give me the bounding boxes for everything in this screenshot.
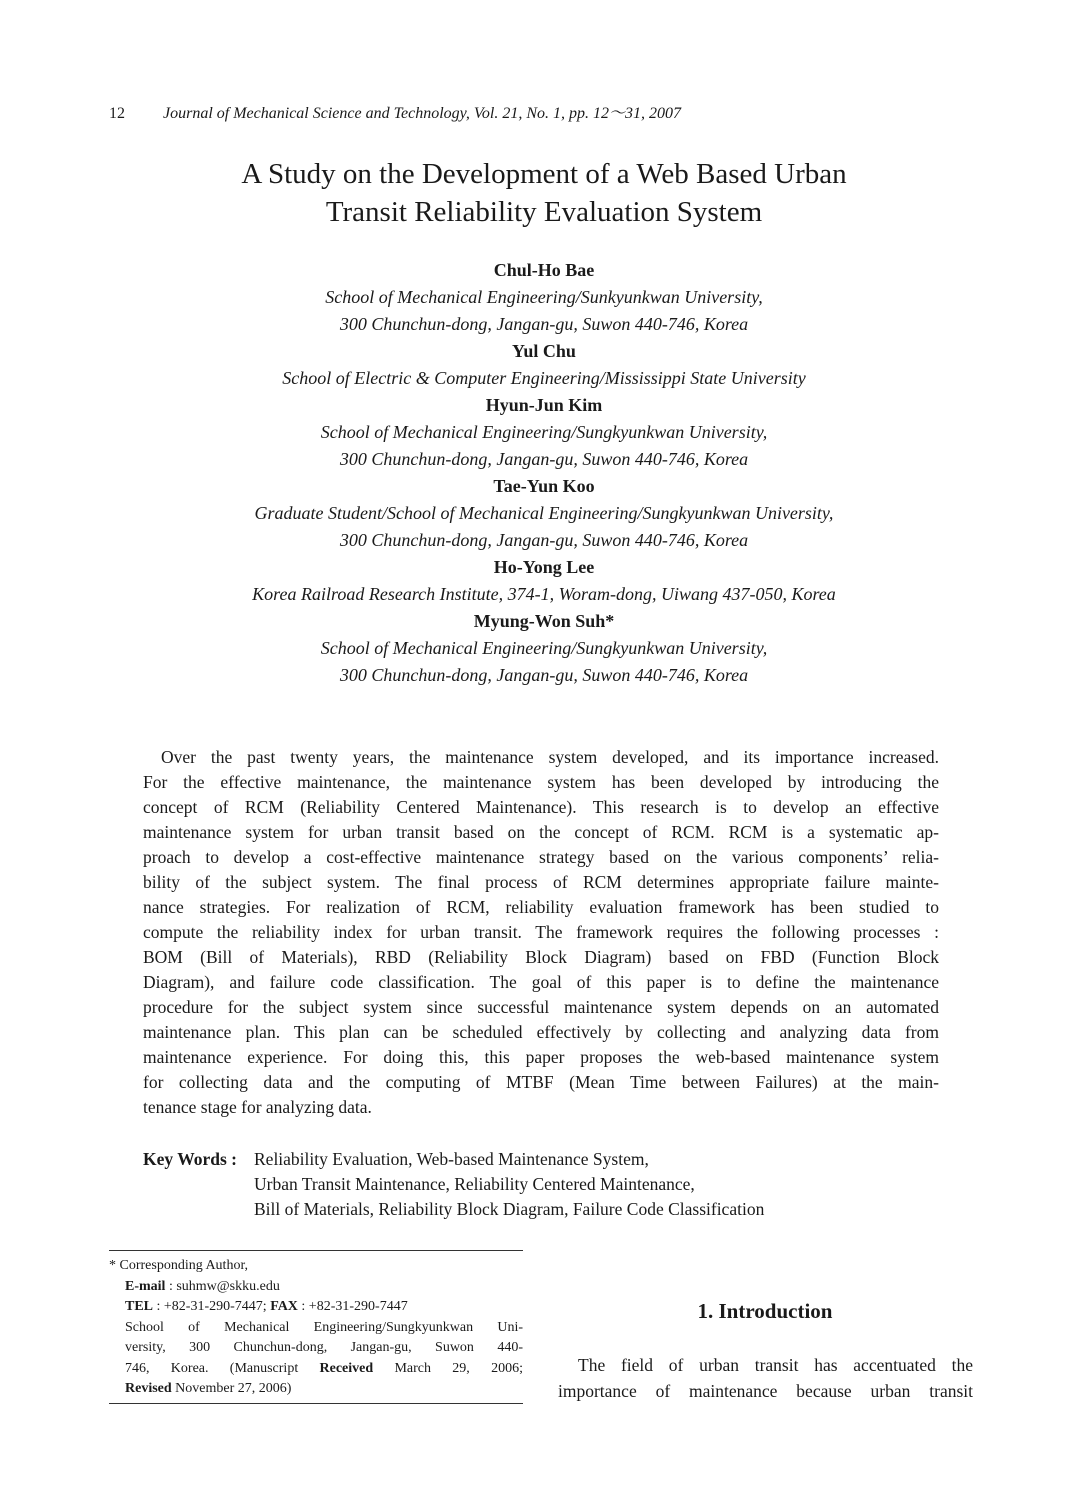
body-line: importance of maintenance because urban transit (558, 1381, 973, 1401)
author-name: Yul Chu (512, 341, 576, 361)
address-line: versity, 300 Chunchun-dong, Jangan-gu, Suwon 440- (125, 1340, 523, 1355)
author-affiliation: School of Mechanical Engineering/Sunkyunkwan University, (325, 287, 763, 307)
title-line: A Study on the Development of a Web Based Urban (241, 158, 847, 190)
abstract-line: Over the past twenty years, the maintenance system developed, and its importance increased. (161, 747, 939, 767)
received-label: Received (319, 1360, 374, 1376)
title-line: Transit Reliability Evaluation System (325, 196, 763, 228)
keywords-label: Key Words : (143, 1149, 237, 1169)
author-affiliation: 300 Chunchun-dong, Jangan-gu, Suwon 440-746, Korea (339, 665, 749, 685)
corresponding-author-footnote (109, 1250, 523, 1404)
abstract-line: bility of the subject system. The final process of RCM determines appropriate failure mainte- (143, 872, 939, 892)
author-affiliation: School of Electric & Computer Engineering/Mississippi State University (282, 368, 806, 388)
email-line (109, 1277, 523, 1298)
phone-line (109, 1297, 523, 1318)
keywords-line: Reliability Evaluation, Web-based Maintenance System, (254, 1149, 649, 1169)
journal-info: Journal of Mechanical Science and Technology, Vol. 21, No. 1, pp. 12～31, 2007 (163, 105, 682, 122)
author-name: Tae-Yun Koo (493, 476, 595, 496)
tel-label: TEL (125, 1299, 154, 1314)
received-line (109, 1359, 523, 1380)
author-affiliation: School of Mechanical Engineering/Sungkyunkwan University, (320, 638, 768, 658)
paper-title (109, 155, 979, 231)
introduction-text (558, 1352, 973, 1404)
fax-label: FAX (270, 1299, 298, 1314)
author-name: Hyun-Jun Kim (485, 395, 603, 415)
author-block (109, 257, 979, 689)
corresponding-note: * Corresponding Author, (109, 1258, 249, 1273)
abstract-line: compute the reliability index for urban transit. The framework requires the following processes : (143, 922, 939, 942)
abstract (143, 745, 939, 1120)
author-affiliation: Graduate Student/School of Mechanical Engineering/Sungkyunkwan University, (254, 503, 834, 523)
revised-date: November 27, 2006) (171, 1381, 292, 1396)
abstract-line: For the effective maintenance, the maintenance system has been developed by introducing the (143, 772, 939, 792)
abstract-line: maintenance system for urban transit based on the concept of RCM. RCM is a systematic ap- (143, 822, 939, 842)
abstract-line: Diagram), and failure code classification. The goal of this paper is to define the maintenance (143, 972, 939, 992)
abstract-line: maintenance experience. For doing this, this paper proposes the web-based maintenance system (143, 1047, 939, 1067)
revised-label: Revised (125, 1381, 172, 1396)
author-affiliation: 300 Chunchun-dong, Jangan-gu, Suwon 440-746, Korea (339, 449, 749, 469)
body-line: The field of urban transit has accentuated the (578, 1355, 973, 1375)
author-name: Chul-Ho Bae (493, 260, 595, 280)
tel-value: : +82-31-290-7447; (153, 1299, 271, 1314)
keywords-list (254, 1147, 764, 1222)
abstract-line: nance strategies. For realization of RCM, reliability evaluation framework has been studied to (143, 897, 939, 917)
author-affiliation: School of Mechanical Engineering/Sungkyunkwan University, (320, 422, 768, 442)
abstract-line: proach to develop a cost-effective maintenance strategy based on the various components’ relia- (143, 847, 939, 867)
author-name: Ho-Yong Lee (493, 557, 595, 577)
email-value: : suhmw@skku.edu (165, 1278, 280, 1294)
keywords-line: Urban Transit Maintenance, Reliability Centered Maintenance, (254, 1174, 695, 1194)
address-line: School of Mechanical Engineering/Sungkyunkwan Uni- (125, 1319, 523, 1335)
author-affiliation: Korea Railroad Research Institute, 374-1, Woram-dong, Uiwang 437-050, Korea (252, 584, 836, 604)
email-label: E-mail (125, 1278, 166, 1294)
received-date: March 29, 2006; (373, 1360, 523, 1376)
page-number: 12 (109, 105, 125, 122)
abstract-line: for collecting data and the computing of MTBF (Mean Time between Failures) at the main- (143, 1072, 939, 1092)
author-affiliation: 300 Chunchun-dong, Jangan-gu, Suwon 440-746, Korea (339, 314, 749, 334)
author-affiliation: 300 Chunchun-dong, Jangan-gu, Suwon 440-746, Korea (339, 530, 749, 550)
fax-value: : +82-31-290-7447 (297, 1299, 408, 1314)
keywords-line: Bill of Materials, Reliability Block Diagram, Failure Code Classification (254, 1199, 765, 1219)
abstract-line: tenance stage for analyzing data. (143, 1097, 372, 1117)
abstract-line: BOM (Bill of Materials), RBD (Reliability Block Diagram) based on FBD (Function Block (143, 947, 939, 967)
abstract-line: maintenance plan. This plan can be scheduled effectively by collecting and analyzing data from (143, 1022, 939, 1042)
revised-line (109, 1379, 523, 1400)
section-heading-introduction: 1. Introduction (697, 1299, 833, 1323)
abstract-line: concept of RCM (Reliability Centered Maintenance). This research is to develop an effective (143, 797, 939, 817)
address-end: 746, Korea. (Manuscript (125, 1360, 320, 1376)
abstract-line: procedure for the subject system since successful maintenance system depends on an automated (143, 997, 939, 1017)
author-name: Myung-Won Suh* (473, 611, 615, 631)
